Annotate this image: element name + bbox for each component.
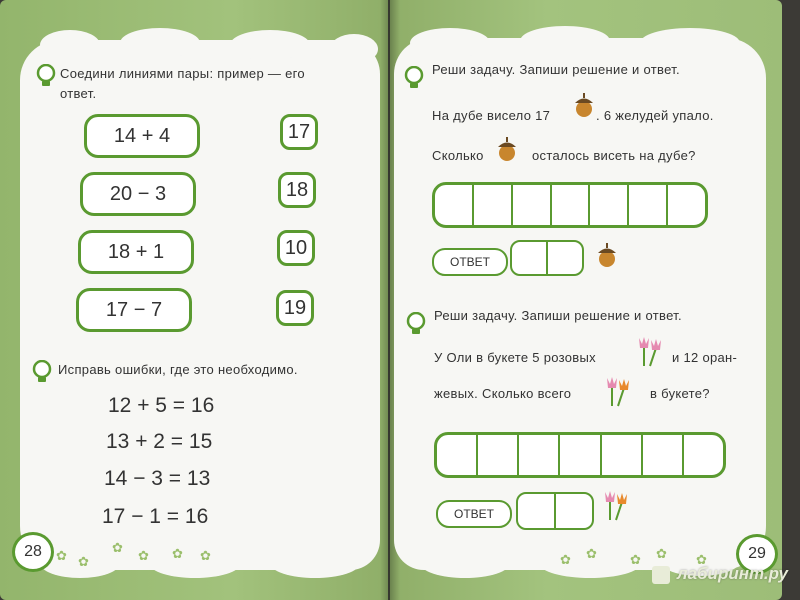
cloud-edge: [120, 28, 200, 58]
tulip-icon: [634, 334, 666, 368]
watermark: лабиринт.ру: [677, 564, 788, 583]
task-instruction: Реши задачу. Запиши решение и ответ.: [432, 62, 680, 77]
answer-number-box: 10: [277, 230, 315, 266]
paw-icon: ✿: [630, 552, 641, 567]
acorn-icon: [573, 92, 595, 118]
equation: 17 − 1 = 16: [102, 505, 209, 528]
cloud-edge: [270, 548, 360, 578]
lightbulb-icon: [404, 66, 424, 90]
paw-icon: ✿: [78, 554, 89, 569]
problem-text: осталось висеть на дубе?: [532, 148, 696, 163]
lightbulb-icon: [32, 360, 52, 384]
paw-icon: ✿: [112, 540, 123, 555]
problem-text: жевых. Сколько всего: [434, 386, 572, 401]
expression-box: 18 + 1: [78, 230, 194, 274]
solution-cells[interactable]: [432, 182, 708, 228]
problem-text: На дубе висело 17: [432, 108, 551, 123]
equation: 12 + 5 = 16: [108, 394, 215, 417]
expression-box: 14 + 4: [84, 114, 200, 158]
paw-icon: ✿: [56, 548, 67, 563]
problem-text: в букете?: [650, 386, 710, 401]
lightbulb-icon: [36, 64, 56, 88]
cloud-edge: [330, 34, 378, 64]
paw-icon: ✿: [696, 552, 707, 567]
task-instruction: Соедини линиями пары: пример — его: [60, 66, 305, 81]
page-number: 28: [12, 532, 54, 572]
task-instruction: Исправь ошибки, где это необходимо.: [58, 362, 298, 377]
equation: 14 − 3 = 13: [104, 467, 211, 490]
watermark-logo: [652, 566, 670, 584]
cloud-edge: [150, 550, 240, 578]
problem-text: У Оли в букете 5 розовых: [434, 350, 596, 365]
answer-input[interactable]: [510, 240, 584, 276]
paw-icon: ✿: [138, 548, 149, 563]
answer-label: ОТВЕТ: [432, 248, 508, 276]
paw-icon: ✿: [656, 546, 667, 561]
task-instruction-cont: ответ.: [60, 86, 97, 101]
cloud-edge: [520, 26, 610, 56]
problem-text: . 6 желудей упало.: [596, 108, 714, 123]
task-instruction: Реши задачу. Запиши решение и ответ.: [434, 308, 682, 323]
acorn-icon: [596, 242, 618, 268]
tulip-icon: [602, 374, 634, 408]
cloud-edge: [640, 28, 740, 58]
solution-cells[interactable]: [434, 432, 726, 478]
paw-icon: ✿: [560, 552, 571, 567]
acorn-icon: [496, 136, 518, 162]
answer-number-box: 19: [276, 290, 314, 326]
paw-icon: ✿: [586, 546, 597, 561]
answer-number-box: 17: [280, 114, 318, 150]
cloud-edge: [410, 28, 490, 58]
answer-number-box: 18: [278, 172, 316, 208]
answer-label: ОТВЕТ: [436, 500, 512, 528]
answer-input[interactable]: [516, 492, 594, 530]
paw-icon: ✿: [172, 546, 183, 561]
problem-text: и 12 оран-: [672, 350, 738, 365]
expression-box: 20 − 3: [80, 172, 196, 216]
cloud-edge: [420, 548, 510, 578]
lightbulb-icon: [406, 312, 426, 336]
tulip-icon: [600, 488, 632, 522]
equation: 13 + 2 = 15: [106, 430, 213, 453]
cloud-edge: [40, 30, 100, 60]
expression-box: 17 − 7: [76, 288, 192, 332]
paw-icon: ✿: [200, 548, 211, 563]
problem-text: Сколько: [432, 148, 484, 163]
page-number: 29: [736, 534, 778, 574]
cloud-edge: [230, 30, 310, 60]
